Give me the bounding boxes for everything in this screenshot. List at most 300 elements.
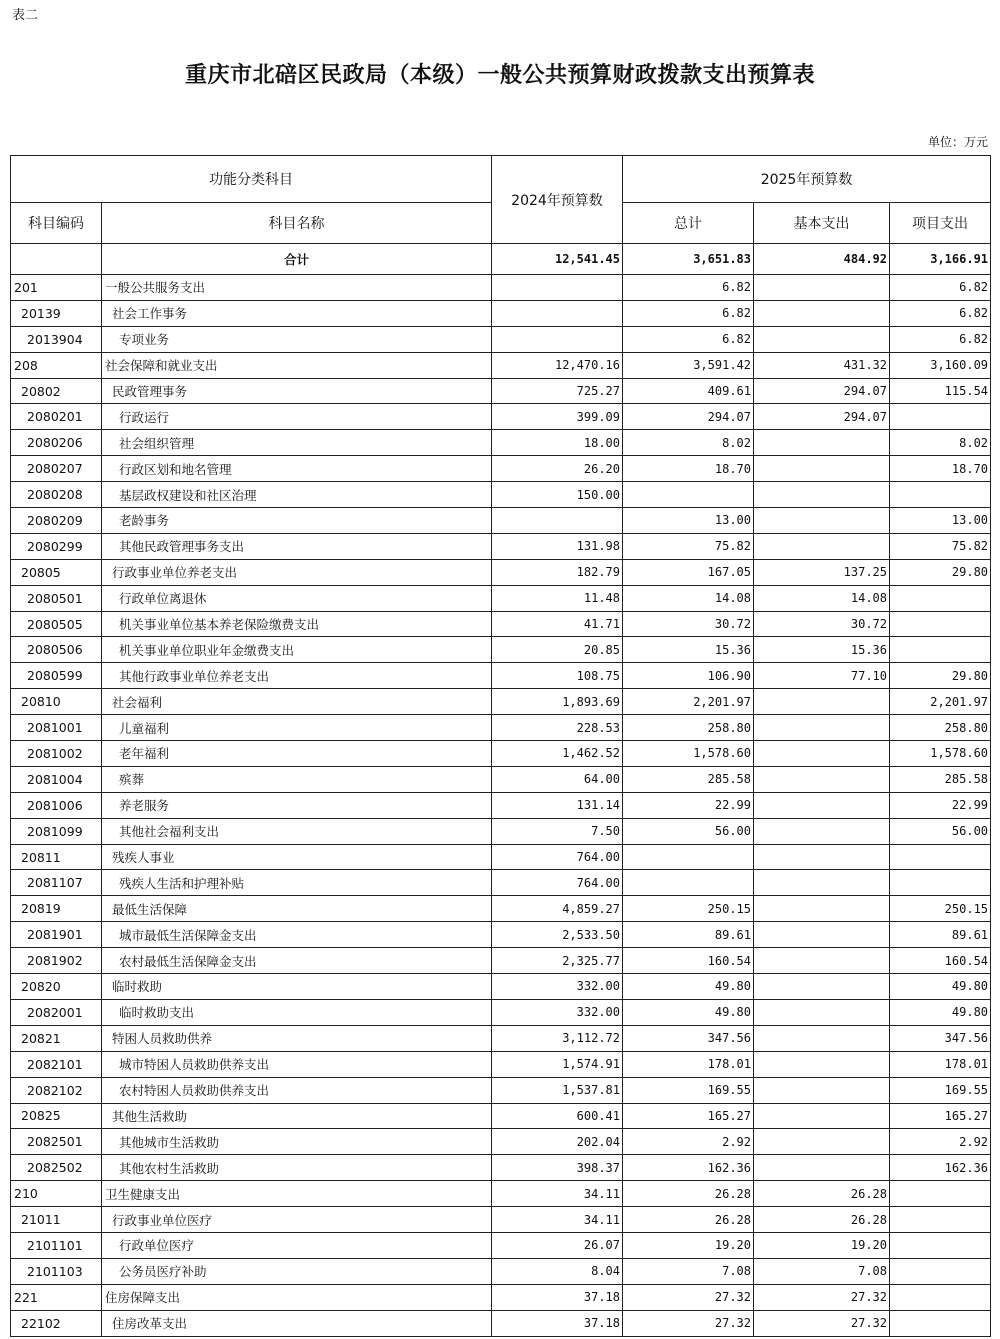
prev-budget-cell: 398.37 — [492, 1155, 623, 1181]
total-cell: 49.80 — [623, 999, 754, 1025]
prev-budget-cell: 2,533.50 — [492, 922, 623, 948]
basic-cell: 431.32 — [754, 352, 890, 378]
subject-code-cell: 20802 — [11, 378, 102, 404]
prev-budget-cell: 7.50 — [492, 818, 623, 844]
subject-code-cell: 20820 — [11, 974, 102, 1000]
subject-name-cell: 公务员医疗补助 — [102, 1258, 492, 1284]
total-cell: 347.56 — [623, 1025, 754, 1051]
basic-cell — [754, 1025, 890, 1051]
table-row — [11, 766, 991, 792]
subject-code-cell: 2013904 — [11, 326, 102, 352]
project-cell: 2,201.97 — [890, 689, 991, 715]
basic-cell — [754, 870, 890, 896]
basic-cell: 7.08 — [754, 1258, 890, 1284]
prev-budget-cell: 1,893.69 — [492, 689, 623, 715]
project-cell: 49.80 — [890, 974, 991, 1000]
basic-cell — [754, 300, 890, 326]
project-cell: 22.99 — [890, 792, 991, 818]
subject-code-cell: 21011 — [11, 1207, 102, 1233]
subject-code-cell: 2080201 — [11, 404, 102, 430]
subject-code-cell: 2080506 — [11, 637, 102, 663]
project-cell — [890, 637, 991, 663]
total-code-cell — [11, 244, 102, 275]
code-header: 科目编码 — [11, 203, 102, 244]
project-cell: 89.61 — [890, 922, 991, 948]
total-cell — [623, 870, 754, 896]
subject-code-cell: 2080208 — [11, 482, 102, 508]
subject-code-cell: 20139 — [11, 300, 102, 326]
subject-name-cell: 住房保障支出 — [102, 1284, 492, 1310]
table-row — [11, 1103, 991, 1129]
prev-budget-cell: 2,325.77 — [492, 948, 623, 974]
total-cell: 3,591.42 — [623, 352, 754, 378]
table-row — [11, 1284, 991, 1310]
total-cell — [623, 844, 754, 870]
subject-code-cell: 20811 — [11, 844, 102, 870]
total-cell: 2.92 — [623, 1129, 754, 1155]
subject-code-cell: 2082101 — [11, 1051, 102, 1077]
subject-code-cell: 221 — [11, 1284, 102, 1310]
total-cell: 18.70 — [623, 456, 754, 482]
table-row — [11, 689, 991, 715]
prev-budget-cell: 26.07 — [492, 1232, 623, 1258]
basic-cell: 137.25 — [754, 559, 890, 585]
basic-cell — [754, 766, 890, 792]
table-row — [11, 922, 991, 948]
basic-cell — [754, 974, 890, 1000]
subject-name-cell: 老龄事务 — [102, 508, 492, 534]
total-cell: 26.28 — [623, 1181, 754, 1207]
subject-code-cell: 2081099 — [11, 818, 102, 844]
header-row-1 — [11, 156, 991, 203]
total-cell: 294.07 — [623, 404, 754, 430]
total-cell: 285.58 — [623, 766, 754, 792]
basic-cell — [754, 922, 890, 948]
subject-code-cell: 2080299 — [11, 533, 102, 559]
basic-cell: 14.08 — [754, 585, 890, 611]
subject-name-cell: 住房改革支出 — [102, 1310, 492, 1336]
subject-name-cell: 行政运行 — [102, 404, 492, 430]
project-cell: 18.70 — [890, 456, 991, 482]
subject-name-cell: 临时救助 — [102, 974, 492, 1000]
func-class-header: 功能分类科目 — [11, 156, 492, 203]
subject-name-cell: 最低生活保障 — [102, 896, 492, 922]
total-cell: 6.82 — [623, 300, 754, 326]
basic-cell: 27.32 — [754, 1310, 890, 1336]
total-cell: 165.27 — [623, 1103, 754, 1129]
total-cell: 160.54 — [623, 948, 754, 974]
project-cell: 250.15 — [890, 896, 991, 922]
table-row — [11, 741, 991, 767]
total-cell: 14.08 — [623, 585, 754, 611]
table-row — [11, 1310, 991, 1336]
subject-name-cell: 老年福利 — [102, 741, 492, 767]
total-cell: 106.90 — [623, 663, 754, 689]
project-cell: 160.54 — [890, 948, 991, 974]
total-cell: 178.01 — [623, 1051, 754, 1077]
subject-code-cell: 2082502 — [11, 1155, 102, 1181]
table-row — [11, 1155, 991, 1181]
total-cell: 169.55 — [623, 1077, 754, 1103]
project-cell: 13.00 — [890, 508, 991, 534]
prev-budget-cell: 332.00 — [492, 974, 623, 1000]
total-cell: 49.80 — [623, 974, 754, 1000]
table-row — [11, 611, 991, 637]
subject-name-cell: 残疾人生活和护理补贴 — [102, 870, 492, 896]
subject-code-cell: 2081902 — [11, 948, 102, 974]
total-label: 合计 — [102, 244, 492, 275]
subject-name-cell: 社会福利 — [102, 689, 492, 715]
table-row — [11, 818, 991, 844]
subject-code-cell: 2082001 — [11, 999, 102, 1025]
prev-budget-cell — [492, 275, 623, 301]
cur-budget-header: 2025年预算数 — [623, 156, 991, 203]
total-cell: 27.32 — [623, 1284, 754, 1310]
subject-code-cell: 2080501 — [11, 585, 102, 611]
table-row — [11, 1025, 991, 1051]
subject-code-cell: 208 — [11, 352, 102, 378]
project-header: 项目支出 — [890, 203, 991, 244]
budget-table — [10, 155, 991, 1337]
total-cell: 7.08 — [623, 1258, 754, 1284]
table-row — [11, 974, 991, 1000]
total-cell — [623, 482, 754, 508]
project-cell: 3,160.09 — [890, 352, 991, 378]
subject-name-cell: 机关事业单位职业年金缴费支出 — [102, 637, 492, 663]
table-row — [11, 404, 991, 430]
basic-cell — [754, 818, 890, 844]
prev-budget-cell: 108.75 — [492, 663, 623, 689]
project-cell — [890, 1181, 991, 1207]
prev-budget-cell: 1,537.81 — [492, 1077, 623, 1103]
project-cell — [890, 482, 991, 508]
basic-cell — [754, 1051, 890, 1077]
total-cell: 56.00 — [623, 818, 754, 844]
project-cell — [890, 1232, 991, 1258]
subject-code-cell: 2080505 — [11, 611, 102, 637]
project-cell: 8.02 — [890, 430, 991, 456]
prev-budget-cell: 18.00 — [492, 430, 623, 456]
subject-code-cell: 2081001 — [11, 715, 102, 741]
project-cell — [890, 844, 991, 870]
prev-budget-cell: 34.11 — [492, 1181, 623, 1207]
basic-cell — [754, 948, 890, 974]
subject-code-cell: 2081901 — [11, 922, 102, 948]
prev-budget-cell: 725.27 — [492, 378, 623, 404]
total-cell: 6.82 — [623, 275, 754, 301]
subject-code-cell: 2081107 — [11, 870, 102, 896]
total-cell: 30.72 — [623, 611, 754, 637]
project-cell — [890, 404, 991, 430]
total-cell: 75.82 — [623, 533, 754, 559]
subject-name-cell: 城市最低生活保障金支出 — [102, 922, 492, 948]
project-cell: 29.80 — [890, 559, 991, 585]
table-row — [11, 326, 991, 352]
project-cell: 75.82 — [890, 533, 991, 559]
project-cell — [890, 870, 991, 896]
basic-cell — [754, 508, 890, 534]
basic-cell — [754, 715, 890, 741]
project-cell: 169.55 — [890, 1077, 991, 1103]
subject-name-cell: 卫生健康支出 — [102, 1181, 492, 1207]
basic-cell — [754, 1129, 890, 1155]
table-row — [11, 637, 991, 663]
subject-name-cell: 其他农村生活救助 — [102, 1155, 492, 1181]
table-row — [11, 1207, 991, 1233]
table-row — [11, 352, 991, 378]
subject-name-cell: 其他行政事业单位养老支出 — [102, 663, 492, 689]
project-cell: 49.80 — [890, 999, 991, 1025]
project-cell: 178.01 — [890, 1051, 991, 1077]
prev-budget-cell: 131.98 — [492, 533, 623, 559]
prev-budget-cell: 764.00 — [492, 870, 623, 896]
subject-code-cell: 2080599 — [11, 663, 102, 689]
basic-cell — [754, 430, 890, 456]
prev-budget-cell: 37.18 — [492, 1284, 623, 1310]
total-cell: 2,201.97 — [623, 689, 754, 715]
prev-budget-cell: 20.85 — [492, 637, 623, 663]
basic-cell: 19.20 — [754, 1232, 890, 1258]
project-cell: 347.56 — [890, 1025, 991, 1051]
subject-name-cell: 专项业务 — [102, 326, 492, 352]
table-row — [11, 1181, 991, 1207]
table-number-tag: 表二 — [12, 8, 39, 23]
subject-name-cell: 行政事业单位医疗 — [102, 1207, 492, 1233]
subject-name-cell: 行政区划和地名管理 — [102, 456, 492, 482]
prev-budget-header: 2024年预算数 — [492, 156, 623, 244]
project-cell: 162.36 — [890, 1155, 991, 1181]
table-row — [11, 456, 991, 482]
subject-name-cell: 基层政权建设和社区治理 — [102, 482, 492, 508]
subject-code-cell: 2081002 — [11, 741, 102, 767]
prev-budget-cell: 26.20 — [492, 456, 623, 482]
basic-cell — [754, 999, 890, 1025]
project-cell — [890, 1284, 991, 1310]
basic-cell — [754, 1077, 890, 1103]
basic-cell — [754, 275, 890, 301]
total-cell: 22.99 — [623, 792, 754, 818]
basic-cell — [754, 844, 890, 870]
table-row — [11, 1232, 991, 1258]
basic-cell: 30.72 — [754, 611, 890, 637]
subject-name-cell: 其他民政管理事务支出 — [102, 533, 492, 559]
total-cell: 167.05 — [623, 559, 754, 585]
prev-budget-cell: 131.14 — [492, 792, 623, 818]
subject-code-cell: 2080209 — [11, 508, 102, 534]
total-cell: 258.80 — [623, 715, 754, 741]
subject-name-cell: 农村最低生活保障金支出 — [102, 948, 492, 974]
subject-name-cell: 临时救助支出 — [102, 999, 492, 1025]
total-cell: 15.36 — [623, 637, 754, 663]
subject-name-cell: 儿童福利 — [102, 715, 492, 741]
total-cell: 8.02 — [623, 430, 754, 456]
table-row — [11, 430, 991, 456]
subject-code-cell: 2081004 — [11, 766, 102, 792]
subject-name-cell: 社会工作事务 — [102, 300, 492, 326]
subject-name-cell: 社会保障和就业支出 — [102, 352, 492, 378]
basic-cell: 77.10 — [754, 663, 890, 689]
project-cell: 6.82 — [890, 326, 991, 352]
basic-cell — [754, 792, 890, 818]
project-cell: 165.27 — [890, 1103, 991, 1129]
project-cell: 285.58 — [890, 766, 991, 792]
subject-code-cell: 20825 — [11, 1103, 102, 1129]
project-cell: 6.82 — [890, 300, 991, 326]
table-row — [11, 792, 991, 818]
total-row — [11, 244, 991, 275]
table-row — [11, 559, 991, 585]
basic-cell — [754, 1155, 890, 1181]
name-header: 科目名称 — [102, 203, 492, 244]
subject-name-cell: 其他社会福利支出 — [102, 818, 492, 844]
subject-name-cell: 特困人员救助供养 — [102, 1025, 492, 1051]
total-basic-value: 484.92 — [754, 244, 890, 275]
total-cell: 19.20 — [623, 1232, 754, 1258]
basic-cell: 294.07 — [754, 404, 890, 430]
basic-header: 基本支出 — [754, 203, 890, 244]
prev-budget-cell: 202.04 — [492, 1129, 623, 1155]
subject-code-cell: 20810 — [11, 689, 102, 715]
project-cell — [890, 1207, 991, 1233]
project-cell: 2.92 — [890, 1129, 991, 1155]
table-row — [11, 482, 991, 508]
basic-cell: 26.28 — [754, 1181, 890, 1207]
prev-budget-cell: 399.09 — [492, 404, 623, 430]
project-cell — [890, 585, 991, 611]
total-cell: 250.15 — [623, 896, 754, 922]
subject-code-cell: 2080206 — [11, 430, 102, 456]
prev-budget-cell: 64.00 — [492, 766, 623, 792]
basic-cell — [754, 741, 890, 767]
subject-code-cell: 2082501 — [11, 1129, 102, 1155]
subject-code-cell: 210 — [11, 1181, 102, 1207]
subject-name-cell: 残疾人事业 — [102, 844, 492, 870]
total-cell: 89.61 — [623, 922, 754, 948]
total-cell: 13.00 — [623, 508, 754, 534]
project-cell: 6.82 — [890, 275, 991, 301]
basic-cell — [754, 896, 890, 922]
total-prev-value: 12,541.45 — [492, 244, 623, 275]
prev-budget-cell: 11.48 — [492, 585, 623, 611]
project-cell: 1,578.60 — [890, 741, 991, 767]
table-row — [11, 275, 991, 301]
table-row — [11, 508, 991, 534]
prev-budget-cell: 37.18 — [492, 1310, 623, 1336]
prev-budget-cell: 4,859.27 — [492, 896, 623, 922]
project-cell: 29.80 — [890, 663, 991, 689]
prev-budget-cell: 34.11 — [492, 1207, 623, 1233]
table-row — [11, 999, 991, 1025]
table-row — [11, 663, 991, 689]
basic-cell: 27.32 — [754, 1284, 890, 1310]
table-row — [11, 1077, 991, 1103]
subject-name-cell: 其他城市生活救助 — [102, 1129, 492, 1155]
subject-name-cell: 行政事业单位养老支出 — [102, 559, 492, 585]
prev-budget-cell: 41.71 — [492, 611, 623, 637]
basic-cell — [754, 456, 890, 482]
prev-budget-cell: 150.00 — [492, 482, 623, 508]
basic-cell — [754, 482, 890, 508]
prev-budget-cell — [492, 326, 623, 352]
project-cell — [890, 1258, 991, 1284]
table-row — [11, 378, 991, 404]
total-total-value: 3,651.83 — [623, 244, 754, 275]
subject-code-cell: 2082102 — [11, 1077, 102, 1103]
project-cell: 258.80 — [890, 715, 991, 741]
unit-label: 单位：万元 — [927, 135, 988, 149]
total-cell: 27.32 — [623, 1310, 754, 1336]
total-cell: 162.36 — [623, 1155, 754, 1181]
prev-budget-cell: 1,462.52 — [492, 741, 623, 767]
subject-code-cell: 2080207 — [11, 456, 102, 482]
subject-name-cell: 行政单位医疗 — [102, 1232, 492, 1258]
basic-cell — [754, 533, 890, 559]
subject-name-cell: 一般公共服务支出 — [102, 275, 492, 301]
subject-code-cell: 2101103 — [11, 1258, 102, 1284]
subject-name-cell: 社会组织管理 — [102, 430, 492, 456]
subject-code-cell: 2081006 — [11, 792, 102, 818]
prev-budget-cell: 600.41 — [492, 1103, 623, 1129]
subject-code-cell: 22102 — [11, 1310, 102, 1336]
prev-budget-cell: 764.00 — [492, 844, 623, 870]
subject-code-cell: 20819 — [11, 896, 102, 922]
total-cell: 409.61 — [623, 378, 754, 404]
subject-code-cell: 20805 — [11, 559, 102, 585]
subject-name-cell: 行政单位离退休 — [102, 585, 492, 611]
prev-budget-cell: 8.04 — [492, 1258, 623, 1284]
prev-budget-cell: 332.00 — [492, 999, 623, 1025]
basic-cell — [754, 1103, 890, 1129]
table-row — [11, 1129, 991, 1155]
table-row — [11, 870, 991, 896]
subject-name-cell: 养老服务 — [102, 792, 492, 818]
table-row — [11, 844, 991, 870]
table-row — [11, 896, 991, 922]
total-cell: 1,578.60 — [623, 741, 754, 767]
page-title: 重庆市北碚区民政局（本级）一般公共预算财政拨款支出预算表 — [184, 62, 815, 88]
prev-budget-cell — [492, 508, 623, 534]
project-cell: 115.54 — [890, 378, 991, 404]
prev-budget-cell: 1,574.91 — [492, 1051, 623, 1077]
subject-code-cell: 2101101 — [11, 1232, 102, 1258]
subject-code-cell: 20821 — [11, 1025, 102, 1051]
table-row — [11, 585, 991, 611]
table-row — [11, 948, 991, 974]
total-cell: 26.28 — [623, 1207, 754, 1233]
table-row — [11, 300, 991, 326]
table-row — [11, 533, 991, 559]
table-row — [11, 1258, 991, 1284]
project-cell: 56.00 — [890, 818, 991, 844]
prev-budget-cell: 228.53 — [492, 715, 623, 741]
subject-name-cell: 机关事业单位基本养老保险缴费支出 — [102, 611, 492, 637]
subject-name-cell: 城市特困人员救助供养支出 — [102, 1051, 492, 1077]
subject-name-cell: 殡葬 — [102, 766, 492, 792]
prev-budget-cell: 12,470.16 — [492, 352, 623, 378]
project-cell — [890, 1310, 991, 1336]
basic-cell — [754, 326, 890, 352]
subject-name-cell: 民政管理事务 — [102, 378, 492, 404]
total-project-value: 3,166.91 — [890, 244, 991, 275]
basic-cell: 26.28 — [754, 1207, 890, 1233]
table-row — [11, 1051, 991, 1077]
total-header: 总计 — [623, 203, 754, 244]
prev-budget-cell: 3,112.72 — [492, 1025, 623, 1051]
subject-code-cell: 201 — [11, 275, 102, 301]
basic-cell — [754, 689, 890, 715]
subject-name-cell: 其他生活救助 — [102, 1103, 492, 1129]
prev-budget-cell — [492, 300, 623, 326]
